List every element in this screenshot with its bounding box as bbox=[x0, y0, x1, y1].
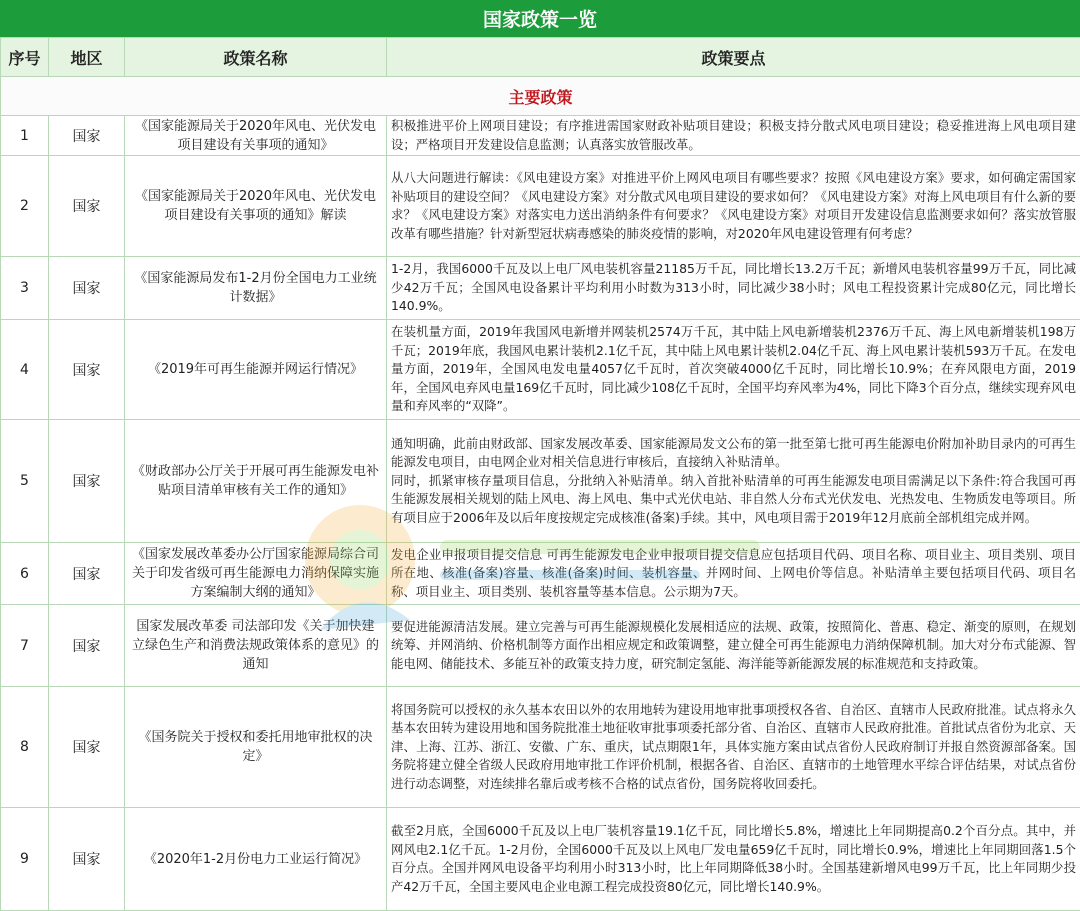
row-no: 4 bbox=[1, 320, 49, 420]
header-points: 政策要点 bbox=[387, 38, 1080, 77]
row-no: 6 bbox=[1, 543, 49, 605]
row-region: 国家 bbox=[49, 605, 125, 687]
header-row bbox=[1, 38, 1080, 77]
table-title: 国家政策一览 bbox=[0, 0, 1080, 37]
row-no: 8 bbox=[1, 687, 49, 808]
row-policy-points: 要促进能源清洁发展。建立完善与可再生能源规模化发展相适应的法规、政策，按照简化、普惠、稳定、渐变的原则，在规划统筹、并网消纳、价格机制等方面作出相应规定和政策调整，建立健全可再生能源电力消纳保障机制。加大对分布式能源、智能电网、储能技术、多能互补的政策支持力度，研究制定氢能、海洋能等新能源发展的标准规范和支持政策。 bbox=[387, 605, 1080, 687]
row-region: 国家 bbox=[49, 257, 125, 320]
row-region: 国家 bbox=[49, 116, 125, 156]
table-row bbox=[1, 116, 1080, 156]
row-region: 国家 bbox=[49, 808, 125, 911]
row-policy-name: 《2020年1-2月份电力工业运行简况》 bbox=[125, 808, 387, 911]
row-no: 7 bbox=[1, 605, 49, 687]
row-region: 国家 bbox=[49, 320, 125, 420]
row-policy-points: 将国务院可以授权的永久基本农田以外的农用地转为建设用地审批事项授权各省、自治区、直辖市人民政府批准。试点将永久基本农田转为建设用地和国务院批准土地征收审批事项委托部分省、自治区、直辖市人民政府批准。首批试点省份为北京、天津、上海、江苏、浙江、安徽、广东、重庆，试点期限1年，具体实施方案由试点省份人民政府制订并报自然资源部备案。国务院将建立健全省级人民政府用地审批工作评价机制，根据各省、自治区、直辖市的土地管理水平综合评估结果，对试点省份进行动态调整，对连续排名靠后或考核不合格的试点省份，国务院将收回委托。 bbox=[387, 687, 1080, 808]
table-row bbox=[1, 156, 1080, 257]
table-row bbox=[1, 420, 1080, 543]
row-no: 3 bbox=[1, 257, 49, 320]
row-policy-points: 积极推进平价上网项目建设；有序推进需国家财政补贴项目建设；积极支持分散式风电项目建设；稳妥推进海上风电项目建设；严格项目开发建设信息监测；认真落实放管服改革。 bbox=[387, 116, 1080, 156]
row-policy-name: 《国务院关于授权和委托用地审批权的决定》 bbox=[125, 687, 387, 808]
row-policy-points-para-1: 通知明确，此前由财政部、国家发展改革委、国家能源局发文公布的第一批至第七批可再生能源电价附加补助目录内的可再生能源发电项目，由电网企业对相关信息进行审核后，直接纳入补贴清单。 bbox=[391, 435, 1076, 470]
row-policy-points bbox=[387, 420, 1080, 543]
table-row bbox=[1, 605, 1080, 687]
table-row bbox=[1, 687, 1080, 808]
section-label: 主要政策 bbox=[1, 77, 1080, 116]
row-region: 国家 bbox=[49, 543, 125, 605]
header-name: 政策名称 bbox=[125, 38, 387, 77]
row-region: 国家 bbox=[49, 156, 125, 257]
table-row bbox=[1, 543, 1080, 605]
row-policy-name: 《国家能源局发布1-2月份全国电力工业统计数据》 bbox=[125, 257, 387, 320]
row-policy-points-para-2: 同时，抓紧审核存量项目信息，分批纳入补贴清单。纳入首批补贴清单的可再生能源发电项目需满足以下条件:符合我国可再生能源发展相关规划的陆上风电、海上风电、集中式光伏电站、非自然人分布式光伏发电、光热发电、生物质发电等项目。所有项目应于2006年及以后年度按规定完成核准(备案)手续。其中，风电项目需于2019年12月底前全部机组完成并网。 bbox=[391, 472, 1076, 525]
row-policy-points: 从八大问题进行解读：《风电建设方案》对推进平价上网风电项目有哪些要求？按照《风电建设方案》要求，如何确定需国家补贴项目的建设空间？《风电建设方案》对分散式风电项目建设的要求如何？《风电建设方案》对海上风电项目有什么新的要求？《风电建设方案》对落实电力送出消纳条件有何要求？《风电建设方案》对项目开发建设信息监测要求如何？落实放管服改革有哪些措施？针对新型冠状病毒感染的肺炎疫情的影响，对2020年风电建设管理有何考虑？ bbox=[387, 156, 1080, 257]
policy-table bbox=[0, 37, 1080, 911]
row-policy-name: 《国家能源局关于2020年风电、光伏发电项目建设有关事项的通知》 bbox=[125, 116, 387, 156]
table-row bbox=[1, 320, 1080, 420]
row-no: 9 bbox=[1, 808, 49, 911]
row-policy-name: 《国家能源局关于2020年风电、光伏发电项目建设有关事项的通知》解读 bbox=[125, 156, 387, 257]
row-no: 1 bbox=[1, 116, 49, 156]
header-no: 序号 bbox=[1, 38, 49, 77]
row-policy-points: 发电企业申报项目提交信息 可再生能源发电企业申报项目提交信息应包括项目代码、项目名称、项目业主、项目类别、项目所在地、核准(备案)容量、核准(备案)时间、装机容量、并网时间、上网电价等信息。补贴清单主要包括项目代码、项目名称、项目业主、项目类别、装机容量等基本信息。公示期为7天。 bbox=[387, 543, 1080, 605]
row-no: 5 bbox=[1, 420, 49, 543]
row-policy-name: 《2019年可再生能源并网运行情况》 bbox=[125, 320, 387, 420]
row-policy-points: 1-2月，我国6000千瓦及以上电厂风电装机容量21185万千瓦，同比增长13.2万千瓦；新增风电装机容量99万千瓦，同比减少42万千瓦；全国风电设备累计平均利用小时数为313小时，同比减少38小时；风电工程投资累计完成80亿元，同比增长140.9%。 bbox=[387, 257, 1080, 320]
row-policy-name: 《财政部办公厅关于开展可再生能源发电补贴项目清单审核有关工作的通知》 bbox=[125, 420, 387, 543]
row-policy-name: 《国家发展改革委办公厅国家能源局综合司关于印发省级可再生能源电力消纳保障实施方案编制大纲的通知》 bbox=[125, 543, 387, 605]
table-row bbox=[1, 808, 1080, 911]
row-region: 国家 bbox=[49, 420, 125, 543]
table-row bbox=[1, 257, 1080, 320]
row-policy-points: 截至2月底，全国6000千瓦及以上电厂装机容量19.1亿千瓦，同比增长5.8%，增速比上年同期提高0.2个百分点。其中，并网风电2.1亿千瓦。1-2月份，全国6000千瓦及以上风电厂发电量659亿千瓦时，同比增长0.9%，增速比上年同期回落1.5个百分点。全国并网风电设备平均利用小时313小时，比上年同期降低38小时。全国基建新增风电99万千瓦，比上年同期少投产42万千瓦，全国主要风电企业电源工程完成投资80亿元，同比增长140.9%。 bbox=[387, 808, 1080, 911]
row-region: 国家 bbox=[49, 687, 125, 808]
header-region: 地区 bbox=[49, 38, 125, 77]
row-policy-name: 国家发展改革委 司法部印发《关于加快建立绿色生产和消费法规政策体系的意见》的通知 bbox=[125, 605, 387, 687]
row-no: 2 bbox=[1, 156, 49, 257]
section-row bbox=[1, 77, 1080, 116]
row-policy-points: 在装机量方面，2019年我国风电新增并网装机2574万千瓦，其中陆上风电新增装机2376万千瓦、海上风电新增装机198万千瓦；2019年底，我国风电累计装机2.1亿千瓦，其中陆上风电累计装机2.04亿千瓦、海上风电累计装机593万千瓦。在发电量方面，2019年，全国风电发电量4057亿千瓦时，首次突破4000亿千瓦时，同比增长10.9%；在弃风限电方面，2019年，全国风电弃风电量169亿千瓦时，同比减少108亿千瓦时，全国平均弃风率为4%，同比下降3个百分点，继续实现弃风电量和弃风率的“双降”。 bbox=[387, 320, 1080, 420]
